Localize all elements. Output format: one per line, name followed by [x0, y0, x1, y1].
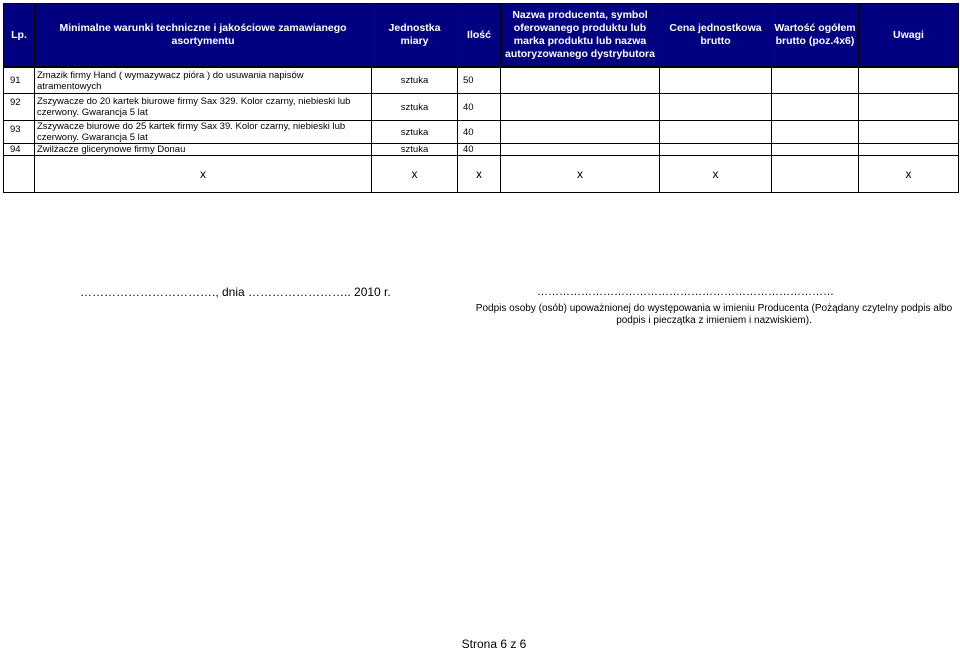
signature-line: ……………………………………………………………………… — [537, 286, 834, 298]
header-description: Minimalne warunki techniczne i jakościowe zamawianego asortymentu — [35, 4, 372, 67]
row-lp: 94 — [4, 144, 35, 156]
row-qty: 50 — [458, 68, 501, 94]
row-qty: 40 — [458, 94, 501, 121]
row-unit-price — [660, 94, 772, 121]
summary-total-value — [772, 156, 859, 193]
signature-caption: Podpis osoby (osób) upoważnionej do występowania w imieniu Producenta (Pożądany czytelny podpis albo podpis i pieczątka z imieniem i nazwiskiem). — [475, 303, 953, 326]
row-lp: 92 — [4, 94, 35, 121]
summary-unit: x — [372, 156, 458, 193]
table-row — [4, 94, 959, 121]
page-footer — [0, 637, 960, 651]
row-description: Zszywacze do 20 kartek biurowe firmy Sax 329. Kolor czarny, niebieski lub czerwony. Gwarancja 5 lat — [35, 94, 372, 121]
row-unit-price — [660, 68, 772, 94]
row-qty: 40 — [458, 121, 501, 144]
header-remarks: Uwagi — [859, 4, 959, 67]
row-total-value — [772, 94, 859, 121]
row-remarks — [859, 68, 959, 94]
row-producer — [501, 121, 660, 144]
row-unit-price — [660, 121, 772, 144]
row-unit: sztuka — [372, 144, 458, 156]
row-qty: 40 — [458, 144, 501, 156]
place-date-line: ……………………………., dnia …………………….. 2010 r. — [80, 285, 391, 299]
row-unit: sztuka — [372, 68, 458, 94]
row-unit-price — [660, 144, 772, 156]
header-unit-price: Cena jednostkowa brutto — [660, 4, 772, 67]
summary-remarks: x — [859, 156, 959, 193]
row-producer — [501, 94, 660, 121]
row-producer — [501, 68, 660, 94]
row-total-value — [772, 144, 859, 156]
table-body — [3, 67, 959, 193]
row-description: Zmazik firmy Hand ( wymazywacz pióra ) do usuwania napisów atramentowych — [35, 68, 372, 94]
row-remarks — [859, 144, 959, 156]
row-producer — [501, 144, 660, 156]
row-total-value — [772, 68, 859, 94]
row-lp: 91 — [4, 68, 35, 94]
summary-qty: x — [458, 156, 501, 193]
summary-lp — [4, 156, 35, 193]
row-remarks — [859, 121, 959, 144]
row-description: Zszywacze biurowe do 25 kartek firmy Sax 39. Kolor czarny, niebieski lub czerwony. Gwarancja 5 lat — [35, 121, 372, 144]
row-lp: 93 — [4, 121, 35, 144]
summary-unit-price: x — [660, 156, 772, 193]
page-number: Strona 6 z 6 — [461, 637, 527, 651]
header-lp: Lp. — [4, 4, 35, 67]
row-unit: sztuka — [372, 94, 458, 121]
table-header — [3, 3, 959, 67]
row-unit: sztuka — [372, 121, 458, 144]
header-qty: Ilość — [458, 4, 501, 67]
table-row — [4, 144, 959, 156]
table-row — [4, 121, 959, 144]
row-remarks — [859, 94, 959, 121]
header-unit: Jednostka miary — [372, 4, 458, 67]
header-total-value: Wartość ogółem brutto (poz.4x6) — [772, 4, 859, 67]
row-total-value — [772, 121, 859, 144]
header-producer: Nazwa producenta, symbol oferowanego produktu lub marka produktu lub nazwa autoryzowanego dystrybutora — [501, 4, 660, 67]
summary-description: x — [35, 156, 372, 193]
summary-row — [4, 156, 959, 193]
row-description: Zwilżacze glicerynowe firmy Donau — [35, 144, 372, 156]
table-row — [4, 68, 959, 94]
summary-producer: x — [501, 156, 660, 193]
